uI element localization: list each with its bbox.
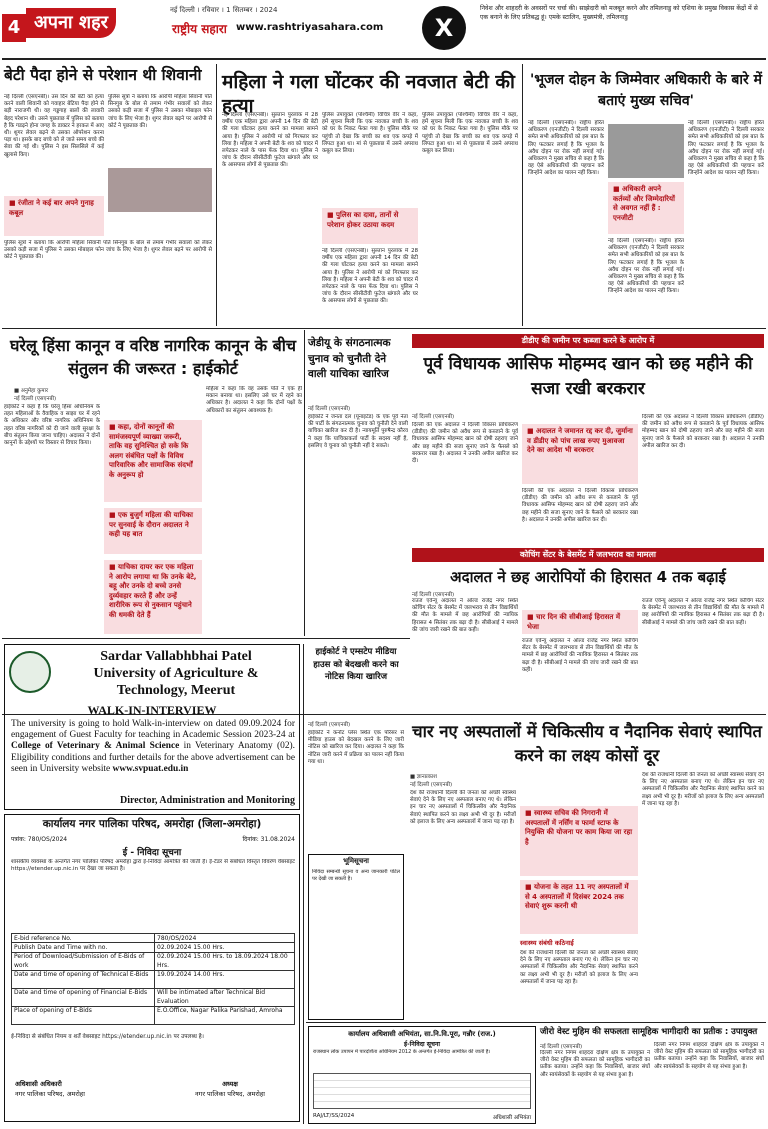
ad1-walkin: WALK-IN-INTERVIEW <box>87 703 217 717</box>
story9-quote2: ■ योजना के तहत 11 नए अस्पतालों में से 4 अस्पतालों में दिसंबर 2024 तक सेवाएं शुरू करनी थी <box>520 880 638 934</box>
table-cell: E.O.Office, Nagar Palika Parishad, Amroha <box>154 1007 294 1025</box>
story9-body: देश की राजधानी दिल्ली की जनता को अच्छी स्वास्थ्य सेवाएं देने के लिए नए अस्पताल बनाए गए थे। लेकिन इन चार नए अस्पतालों में चिकित्सीय और नैदानिक सेवाएं स्थापित करने का लक्ष्य अभी भी दूर है। मरीजों को इलाज के लिए अन्य अस्पतालों में जाना पड़ रहा है। <box>410 790 516 825</box>
table-cell: Will be intimated after Technical Bid Evaluation <box>154 989 294 1007</box>
story3-quote: ■ अधिकारी अपने कर्तव्यों और जिम्मेदारियों से अवगत नहीं हैं : एनजीटी <box>608 182 684 234</box>
story9-body-col3: देश की राजधानी दिल्ली की जनता को अच्छी स्वास्थ्य सेवाएं देने के लिए नए अस्पताल बनाए गए थे। लेकिन इन चार नए अस्पतालों में चिकित्सीय और नैदानिक सेवाएं स्थापित करने का लक्ष्य अभी भी दूर है। मरीजों को इलाज के लिए अन्य अस्पतालों में जाना पड़ रहा है। <box>642 772 764 807</box>
story2-headline: महिला ने गला घोंटकर की नवजात बेटी की हत्या <box>222 71 515 117</box>
ad4-footer-right: अधिशासी अभियंता <box>492 1115 531 1121</box>
ad2-patrank: पत्रांक: 780/OS/2024 <box>11 836 68 843</box>
table-cell: 02.09.2024 15.00 Hrs. <box>154 943 294 953</box>
story1-body: नई दिल्ली (एसएनबी)। उस दिन की बेटी को हत्या करने वाली शिवानी को गवाहार बेटिया पैदा होने से बड़ी नाराजगी थी। वह गड्डगाह बालों की लावारी बेहद परेशान थी। उसने पूछताछ में पुलिस को बताया है कि गडढ़ने होना जगह के डाक्टर ने हरकत में आए थी। शुगर लेवल बढ़ने से उसका ऑपरेशन करना पड़ा था। इसके बाद बच्चे को ले जाते समय बच्चे की सेवा की गई थी। पुलिस ने इस सिलसिले में कई खुलासे किए। <box>4 94 104 158</box>
story8-place: नई दिल्ली (एसएनबी) <box>308 722 351 728</box>
ad3-body: निविदा सम्बन्धी सूचना व अन्य जानकारी पोर्टल पर देखी जा सकती है। <box>312 869 400 882</box>
ad4-body: राजस्थान लोक उपापन में पारदर्शिता अधिनियम 2012 के अन्तर्गत ई-निविदा आमंत्रित की जाती है। <box>313 1049 491 1055</box>
ad1-title-3: Technology, Meerut <box>116 683 236 698</box>
ad1-body-bold: College of Veterinary & Animal Science <box>11 741 180 752</box>
story6-quote: ■ अदालत ने जमानत रद्द कर दी, जुर्माना व डीडीए को पांच लाख रुपए मुआवजा देने का आदेश भी बरकरार <box>522 424 638 484</box>
col-divider <box>522 64 523 326</box>
story4-place: नई दिल्ली (एसएनबी) <box>14 396 57 402</box>
story10-place: नई दिल्ली (एसएनबी) <box>540 1044 583 1050</box>
row-rule <box>2 328 766 329</box>
ad1-signoff: Director, Administration and Monitoring <box>119 795 295 806</box>
table-row <box>11 971 295 989</box>
story3-headline: 'भूजल दोहन के जिम्मेवार अधिकारी के बारे में बताएं मुख्य सचिव' <box>530 72 762 109</box>
story3-body: नई दिल्ली (एसएनबी)। राष्ट्रीय हरित अधिकरण (एनजीटी) ने दिल्ली सरकार समेत सभी अधिकारियों को इस बात के लिए फटकार लगाई है कि भूजल के अवैध दोहन पर रोक नहीं लगाई गई। अधिकरण ने मुख्य सचिव से कहा है कि वह ऐसे अधिकारियों की पहचान करें जिन्होंने आदेश का पालन नहीं किया। <box>528 120 604 177</box>
table-cell: 780/OS/2024 <box>154 934 294 944</box>
section-tab: अपना शहर <box>26 8 116 38</box>
story6-banner: डीडीए की जमीन पर कब्जा करने के आरोप में <box>412 334 764 348</box>
story1-body-cont: पुलिस सूत्रों ने बताया कि आरोपी महिला सिवानी पति सिनगुब के बोल से तमाम गंभीर सवालों को लेकर उसको कड़ी सजा में पुलिस ने उसका मोबाइल फोन जांच के लिए भेजा है। शुगर लेवल बढ़ने पर आरोपी से कोर्ट ने पूछताछ की। <box>108 94 212 129</box>
col-divider <box>304 330 305 636</box>
story9-place: नई दिल्ली (एसएनबी) <box>410 782 453 788</box>
row-rule <box>2 638 410 639</box>
header-rule <box>2 58 766 60</box>
story6-place: नई दिल्ली (एसएनबी) <box>412 414 455 420</box>
story4-quote3: ■ याचिका दायर कर एक महिला ने आरोप लगाया था कि उनके बेटे, बहू और उनके दो बच्चे उनसे दुर्व्यवहार करते हैं और उन्हें शारीरिक रूप से नुकसान पहुंचाने की धमकी देते हैं <box>104 560 202 634</box>
story4-body-cont: महिला ने कहा कि वह उसके पति ने एक ही मकान बनाया था। इसलिए उसे घर में रहने का अधिकार है। अदालत ने कहा कि दोनों पक्षों के अधिकारों का संतुलन आवश्यक है। <box>206 386 302 414</box>
table-cell: 19.09.2024 14.00 Hrs. <box>154 971 294 989</box>
story8-headline: हाईकोर्ट ने एम्सटेप मीडिया हाउस को बेदखली करने का नोटिस किया खारिज <box>313 647 399 682</box>
story9-headline: चार नए अस्पतालों में चिकित्सीय व नैदानिक सेवाएं स्थापित करने का लक्ष्य कोसों दूर <box>412 722 762 765</box>
ad2-footer-note: ई-निविदा से संबंधित नियम व शर्तें वेबसाइट https://etender.up.nic.in पर उपलब्ध है। <box>11 1034 204 1040</box>
story7-headline: अदालत ने छह आरोपियों की हिरासत 4 तक बढ़ाई <box>450 568 726 586</box>
story7-banner: कोचिंग सेंटर के बेसमेंट में जलभराव का मामला <box>412 548 764 562</box>
col-divider <box>216 64 217 326</box>
land-notice-ad <box>308 854 404 1020</box>
story10-headline: जीरो वेस्ट मुहिम की सफलता सामूहिक भागीदारी का प्रतीक : उपायुक्त <box>540 1027 758 1037</box>
x-logo-icon: X <box>422 6 466 50</box>
ad2-sign-right-title: अध्यक्ष <box>222 1080 238 1088</box>
story8-body: हाईकोर्ट ने कनॉट प्लेस स्थित एक परिसर से मीडिया हाउस को बेदखल करने के लिए जारी नोटिस को खारिज कर दिया। अदालत ने कहा कि नोटिस जारी करने में प्रक्रिया का पालन नहीं किया गया था। <box>308 730 404 765</box>
story4-headline: घरेलू हिंसा कानून व वरिष्ठ नागरिक कानून के बीच संतुलन की जरूरत : हाईकोर्ट <box>9 336 297 378</box>
story4-body: हाईकोर्ट ने कहा है कि घरेलू हिंसा अधिनियम के तहत महिलाओं के वैवाहिक व साझा घर में रहने के अधिकार और वरिष्ठ नागरिक अधिनियम के तहत वरिष्ठ नागरिकों को दी जाने वाली सुरक्षा के बीच संतुलन किया जाना चाहिए। अदालत ने दोनों कानूनों के उद्देश्यों पर विस्तार से विचार किया। <box>4 404 100 447</box>
ad1-title-2: University of Agriculture & <box>93 666 259 681</box>
table-row <box>11 953 295 971</box>
story7-place: नई दिल्ली (एसएनबी) <box>412 592 455 598</box>
table-cell: Publish Date and Time with no. <box>14 944 108 951</box>
story5-body: हाईकोर्ट ने जनता दल (यूनाइटेड) के एक पूर्व नेता की पार्टी के संगठनात्मक चुनाव को चुनौती देने वाली याचिका खारिज कर दी है। न्यायमूर्ति पुरुषैन्द्र कौरव ने कहा कि याचिकाकर्ता पार्टी के सदस्य नहीं हैं, इसलिए वे चुनाव को चुनौती नहीं दे सकते। <box>308 414 408 449</box>
story1-headline: बेटी पैदा होने से परेशान थी शिवानी <box>4 66 202 84</box>
ad2-sign-left: नगर पालिका परिषद, अमरोहा <box>15 1090 85 1098</box>
page-number: 4 <box>2 14 26 42</box>
story6-body-cont: दिल्ली की एक अदालत ने दिल्ली विकास प्राधिकरण (डीडीए) की जमीन को अवैध रूप से कब्जाने के पूर्व विधायक आसिफ मोहम्मद खान को दोषी ठहराए जाने और छह महीने की सजा सुनाए जाने के फैसले को बरकरार रखा है। अदालत ने उनकी अपील खारिज कर दी। <box>522 488 638 523</box>
story1-photo <box>108 168 212 212</box>
table-cell: Date and time of opening of Financial E-Bids <box>14 989 148 996</box>
col-divider <box>303 644 304 1124</box>
story7-quote: ■ चार दिन की सीबीआई हिरासत में भेजा <box>522 610 638 634</box>
story10-body: दिल्ली नगर निगम शाहदरा दक्षिण क्षेत्र के उपायुक्त ने जीरो वेस्ट मुहिम की सफलता को सामूहिक भागीदारी का प्रतीक बताया। उन्होंने कहा कि निवासियों, बाजार संघों और स्वयंसेवकों के सहयोग से यह संभव हुआ है। <box>540 1050 650 1078</box>
story3-body-col3: नई दिल्ली (एसएनबी)। राष्ट्रीय हरित अधिकरण (एनजीटी) ने दिल्ली सरकार समेत सभी अधिकारियों को इस बात के लिए फटकार लगाई है कि भूजल के अवैध दोहन पर रोक नहीं लगाई गई। अधिकरण ने मुख्य सचिव से कहा है कि वह ऐसे अधिकारियों की पहचान करें जिन्होंने आदेश का पालन नहीं किया। <box>688 120 764 177</box>
story10-body-cont: दिल्ली नगर निगम शाहदरा दक्षिण क्षेत्र के उपायुक्त ने जीरो वेस्ट मुहिम की सफलता को सामूहिक भागीदारी का प्रतीक बताया। उन्होंने कहा कि निवासियों, बाजार संघों और स्वयंसेवकों के सहयोग से यह संभव हुआ है। <box>654 1042 764 1070</box>
story9-byline: ■ ज्ञानप्रकाश <box>410 774 437 780</box>
university-seal-icon <box>9 651 51 693</box>
table-row <box>11 1007 295 1025</box>
table-cell: Place of opening of E-Bids <box>14 1007 92 1014</box>
ad2-sign-left-title: अधिशासी अधिकारी <box>15 1080 62 1088</box>
brand-logo: राष्ट्रीय सहारा <box>172 22 227 36</box>
ad1-body-post: in Veterinary Anatomy (02). Eligibility conditions and further details for the above advertisement can be seen in University website <box>11 741 296 774</box>
svpuat-ad <box>4 644 300 810</box>
ad2-body: शासकीय व्यवस्था के अन्तर्गत नगर पालिका परिषद अमरोहा द्वारा ई-निविदा आमंत्रित की जाती है। ई-टेंडर से संबंधित विस्तृत विवरण वेबसाइट https://etender.up.nic.in पर देखा जा सकता है। <box>11 859 295 873</box>
story6-headline: पूर्व विधायक आसिफ मोहम्मद खान को छह महीने की सजा रखी बरकरार <box>423 354 753 399</box>
story9-body-cont: देश की राजधानी दिल्ली की जनता को अच्छी स्वास्थ्य सेवाएं देने के लिए नए अस्पताल बनाए गए थे। लेकिन इन चार नए अस्पतालों में चिकित्सीय और नैदानिक सेवाएं स्थापित करने का लक्ष्य अभी भी दूर है। मरीजों को इलाज के लिए अन्य अस्पतालों में जाना पड़ रहा है। <box>520 950 638 985</box>
ad4-table <box>313 1073 531 1109</box>
table-row <box>11 933 295 943</box>
ad2-sign-right: नगर पालिका परिषद, अमरोहा <box>195 1090 265 1098</box>
story7-body: राउज एवेन्यू अदालत ने ओल्ड राजेंद्र नगर स्थित कोचिंग सेंटर के बेसमेंट में जलभराव से तीन विद्यार्थियों की मौत के मामले में छह आरोपियों की न्यायिक हिरासत 4 सितंबर तक बढ़ा दी है। सीबीआई ने मामले की जांच जारी रखने की बात कही। <box>412 598 518 633</box>
dateline: नई दिल्ली । रविवार । 1 सितम्बर । 2024 <box>170 6 278 14</box>
story6-body-col3: दिल्ली की एक अदालत ने दिल्ली विकास प्राधिकरण (डीडीए) की जमीन को अवैध रूप से कब्जाने के पूर्व विधायक आसिफ मोहम्मद खान को दोषी ठहराए जाने और छह महीने की सजा सुनाए जाने के फैसले को बरकरार रखा है। अदालत ने उनकी अपील खारिज कर दी। <box>642 414 764 449</box>
story2-body-more: नई दिल्ली (एसएनबी)। सुल्तान पुरलांक में 28 वर्षीय एक महिला द्वारा अपनी 14 दिन की बेटी की गला घोंटकर हत्या करने का मामला सामने आया है। पुलिस ने आरोपी मां को गिरफ्तार कर लिया है। महिला ने अपनी बेटी के शव को चादर में लपेटकर नाले के पास फेंक दिया था। पुलिस ने जांच के दौरान सीसीटीवी फुटेज खंगाले और घर के आसपास लोगों से पूछताछ की। <box>322 248 418 305</box>
story1-body-more: पुलिस सूत्रों ने बताया कि आरोपी महिला सिवानी पति सिनगुब के बोल से तमाम गंभीर सवालों को लेकर उसको कड़ी सजा में पुलिस ने उसका मोबाइल फोन जांच के लिए भेजा है। शुगर लेवल बढ़ने पर आरोपी से कोर्ट ने पूछताछ की। <box>4 240 212 261</box>
story2-quote: ■ पुलिस का दावा, तानों से परेशान होकर उठाया कदम <box>322 208 418 244</box>
story2-body: नई दिल्ली (एसएनबी)। सुल्तान पुरलांक में 28 वर्षीय एक महिला द्वारा अपनी 14 दिन की बेटी की गला घोंटकर हत्या करने का मामला सामने आया है। पुलिस ने आरोपी मां को गिरफ्तार कर लिया है। महिला ने अपनी बेटी के शव को चादर में लपेटकर नाले के पास फेंक दिया था। पुलिस ने जांच के दौरान सीसीटीवी फुटेज खंगाले और घर के आसपास लोगों से पूछताछ की। <box>222 112 318 169</box>
amroha-tender-ad <box>4 814 300 1122</box>
ad1-body-pre: The university is going to hold Walk-in-interview on dated 09.09.2024 for engagement of Guest Faculty for teaching in Academic Session 2023-24 at <box>11 719 295 741</box>
story7-body-col3: राउज एवेन्यू अदालत ने ओल्ड राजेंद्र नगर स्थित कोचिंग सेंटर के बेसमेंट में जलभराव से तीन विद्यार्थियों की मौत के मामले में छह आरोपियों की न्यायिक हिरासत 4 सितंबर तक बढ़ा दी है। सीबीआई ने मामले की जांच जारी रखने की बात कही। <box>642 598 764 626</box>
pwd-tender-ad <box>308 1026 536 1124</box>
ad2-title: कार्यालय नगर पालिका परिषद, अमरोहा (जिला-अमरोहा) <box>42 818 262 830</box>
ad3-title: भूमिसूचना <box>343 857 369 865</box>
ad1-title-1: Sardar Vallabhbhai Patel <box>100 649 252 664</box>
story7-body-cont: राउज एवेन्यू अदालत ने ओल्ड राजेंद्र नगर स्थित कोचिंग सेंटर के बेसमेंट में जलभराव से तीन विद्यार्थियों की मौत के मामले में छह आरोपियों की न्यायिक हिरासत 4 सितंबर तक बढ़ा दी है। सीबीआई ने मामले की जांच जारी रखने की बात कही। <box>522 638 638 673</box>
ad2-subtitle: ई - निविदा सूचना <box>122 848 182 858</box>
table-cell: 02.09.2024 15.00 Hrs. to 18.09.2024 18.00 Hrs. <box>154 953 294 971</box>
table-row <box>11 943 295 953</box>
ad4-subtitle: ई-निविदा सूचना <box>404 1041 440 1048</box>
table-cell: Date and time of opening of Technical E-Bids <box>14 971 149 978</box>
ad2-dinank: दिनांक: 31.08.2024 <box>242 836 295 843</box>
row-rule <box>306 1022 766 1023</box>
story3-photo <box>608 124 684 178</box>
story9-subhead: स्वास्थ्य संबंधी कठिनाई <box>520 939 574 947</box>
story6-body: दिल्ली की एक अदालत ने दिल्ली विकास प्राधिकरण (डीडीए) की जमीन को अवैध रूप से कब्जाने के पूर्व विधायक आसिफ मोहम्मद खान को दोषी ठहराए जाने और छह महीने की सजा सुनाए जाने के फैसले को बरकरार रखा है। अदालत ने उनकी अपील खारिज कर दी। <box>412 422 518 465</box>
table-cell: E-bid reference No. <box>14 935 72 942</box>
story4-quote2: ■ एक बुजुर्ग महिला की याचिका पर सुनवाई के दौरान अदालत ने कही यह बात <box>104 508 202 554</box>
story2-body-cont: पुलिस उपायुक्त (पश्चिमी) विचित्र वीर ने कहा, हमें सूचना मिली कि एक नवजात बच्ची के शव को घर के निकट फेंका गया है। पुलिस मौके पर पहुंची तो देखा कि बच्ची का शव एक कपड़े में लिपटा हुआ था। मां से पूछताछ में उसने अपराध कबूल कर लिया। <box>322 112 418 155</box>
story2-body-col3: पुलिस उपायुक्त (पश्चिमी) विचित्र वीर ने कहा, हमें सूचना मिली कि एक नवजात बच्ची के शव को घर के निकट फेंका गया है। पुलिस मौके पर पहुंची तो देखा कि बच्ची का शव एक कपड़े में लिपटा हुआ था। मां से पूछताछ में उसने अपराध कबूल कर लिया। <box>422 112 518 155</box>
ad1-website[interactable]: www.svpuat.edu.in <box>112 763 189 774</box>
story4-byline: ■ अनुमेहा कुमार <box>14 388 49 394</box>
site-url[interactable]: www.rashtriyasahara.com <box>236 22 384 33</box>
story5-place: नई दिल्ली (एसएनबी) <box>308 406 351 412</box>
ad4-title: कार्यालय अधिशासी अभियंता, सा.नि.वि.पूरा, गन्नौर (राज.) <box>348 1030 496 1038</box>
story1-quote: ■ रंजीता ने कई बार अपने गुनाह कबूल <box>4 196 104 236</box>
ad1-body <box>11 719 295 793</box>
story4-quote1: ■ कहा, दोनों कानूनों की सामंजस्यपूर्ण व्याख्या जरूरी, ताकि वह सुनिश्चित हो सके कि अलग संबंधित पक्षों के विविध पारिवारिक और सामाजिक संदर्भों के अनुरूप हो <box>104 420 202 502</box>
table-cell: Period of Download/Submission of E-Bids of work <box>14 953 145 969</box>
header-side-news: निवेश और शाहदरी के अवसरों पर चर्चा की। साझेदारी को मजबूत करने और तमिलनाडु को एशिया के प्रमुख विकास केंद्रों में से एक बनाने के लिए प्रतिबद्ध हूं। एमके स्टालिन, मुख्यमंत्री, तमिलनाडु <box>480 5 758 21</box>
table-row <box>11 989 295 1007</box>
story9-quote1: ■ स्वास्थ्य सचिव की निगरानी में अस्पतालों में नर्सिंग व फार्मा स्टाफ के नियुक्ति की योजना पर काम किया जा रहा है <box>520 806 638 876</box>
ad4-footer-left: RAJ/LT/SS/2024 <box>313 1113 355 1119</box>
story3-body-cont: नई दिल्ली (एसएनबी)। राष्ट्रीय हरित अधिकरण (एनजीटी) ने दिल्ली सरकार समेत सभी अधिकारियों को इस बात के लिए फटकार लगाई है कि भूजल के अवैध दोहन पर रोक नहीं लगाई गई। अधिकरण ने मुख्य सचिव से कहा है कि वह ऐसे अधिकारियों की पहचान करें जिन्होंने आदेश का पालन नहीं किया। <box>608 238 684 295</box>
story5-headline: जेडीयू के संगठनात्मक चुनाव को चुनौती देने वाली याचिका खारिज <box>308 337 391 380</box>
